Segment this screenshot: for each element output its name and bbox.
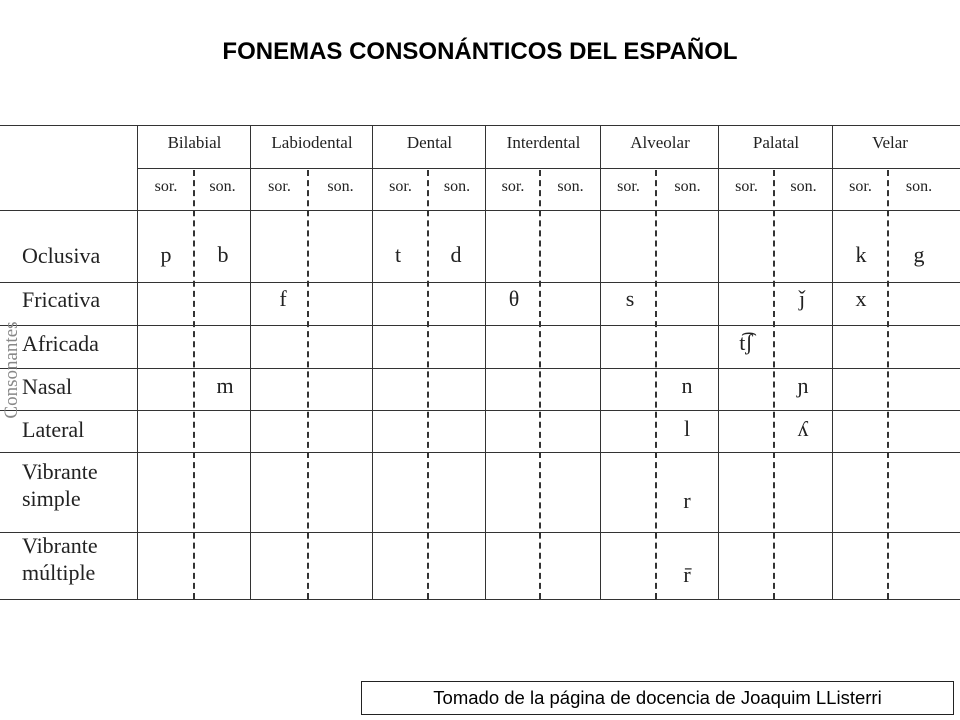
subheader-sor: sor. [389,178,412,195]
phoneme-rr: r̄ [683,562,691,587]
phoneme-nye: ɲ [797,373,809,398]
subheader-son: son. [790,178,817,195]
row-rule [0,532,960,533]
subheader-sor: sor. [154,178,178,195]
phoneme-d: d [450,242,462,267]
page-title: FONEMAS CONSONÁNTICOS DEL ESPAÑOL [222,38,738,65]
place-header-interdental: Interdental [506,133,581,152]
row-label-africada: Africada [22,331,99,356]
column-rule [718,125,719,599]
place-header-velar: Velar [872,133,908,152]
phoneme-m: m [216,373,234,398]
row-rule [0,410,960,411]
column-rule [372,125,373,599]
credit-note: Tomado de la página de docencia de Joaquim LListerri [361,681,954,715]
column-rule [250,125,251,599]
phoneme-k: k [855,242,867,267]
phoneme-n: n [681,373,693,398]
phoneme-g: g [913,242,925,267]
phoneme-b: b [217,242,229,267]
column-rule [832,125,833,599]
voicing-divider [193,170,195,599]
subheader-son: son. [209,178,236,195]
subheader-son: son. [674,178,701,195]
subheader-son: son. [327,178,354,195]
phoneme-p: p [160,242,172,267]
phoneme-r: r [683,488,691,513]
phoneme-theta: θ [508,286,520,311]
column-rule [137,125,138,599]
column-rule [600,125,601,599]
voicing-divider [887,170,889,599]
side-label: Consonantes [1,321,22,419]
subheader-son: son. [557,178,584,195]
phoneme-tsh: t͡ʃ [739,330,753,355]
phoneme-f: f [279,286,287,311]
subheader-son: son. [443,178,471,195]
phoneme-l: l [683,416,691,441]
row-label-lateral: Lateral [22,417,85,442]
table-rule-bottom [0,599,960,600]
phoneme-lambda: ʎ [797,416,809,441]
table-rule-header [0,210,960,211]
voicing-divider [655,170,657,599]
phoneme-s: s [625,286,635,311]
row-rule [0,368,960,369]
place-header-labiodental: Labiodental [271,133,353,152]
subheader-sor: sor. [268,178,291,195]
phoneme-t: t [394,242,402,267]
place-header-palatal: Palatal [752,133,800,152]
row-rule [0,282,960,283]
subheader-sor: sor. [849,178,872,195]
row-label-vibrante-multiple: Vibrante múltiple [22,533,98,585]
row-label-vibrante-simple: Vibrante simple [22,459,98,511]
subheader-son: son. [905,178,933,195]
consonant-table [0,118,960,606]
column-rule [485,125,486,599]
voicing-divider [773,170,775,599]
row-label-nasal: Nasal [22,374,73,399]
subheader-sor: sor. [617,178,640,195]
voicing-divider [539,170,541,599]
row-rule [0,452,960,453]
row-label-oclusiva: Oclusiva [22,243,101,268]
phoneme-j-caron: ǰ [798,286,806,311]
place-header-alveolar: Alveolar [630,133,690,152]
row-label-fricativa: Fricativa [22,287,101,312]
place-header-dental: Dental [406,133,453,152]
phoneme-x: x [855,286,867,311]
subheader-sor: sor. [501,178,525,195]
voicing-divider [307,170,309,599]
place-header-bilabial: Bilabial [167,133,222,152]
voicing-divider [427,170,429,599]
subheader-sor: sor. [735,178,758,195]
table-rule-top [0,125,960,126]
table-rule-places [137,168,960,169]
row-rule [0,325,960,326]
